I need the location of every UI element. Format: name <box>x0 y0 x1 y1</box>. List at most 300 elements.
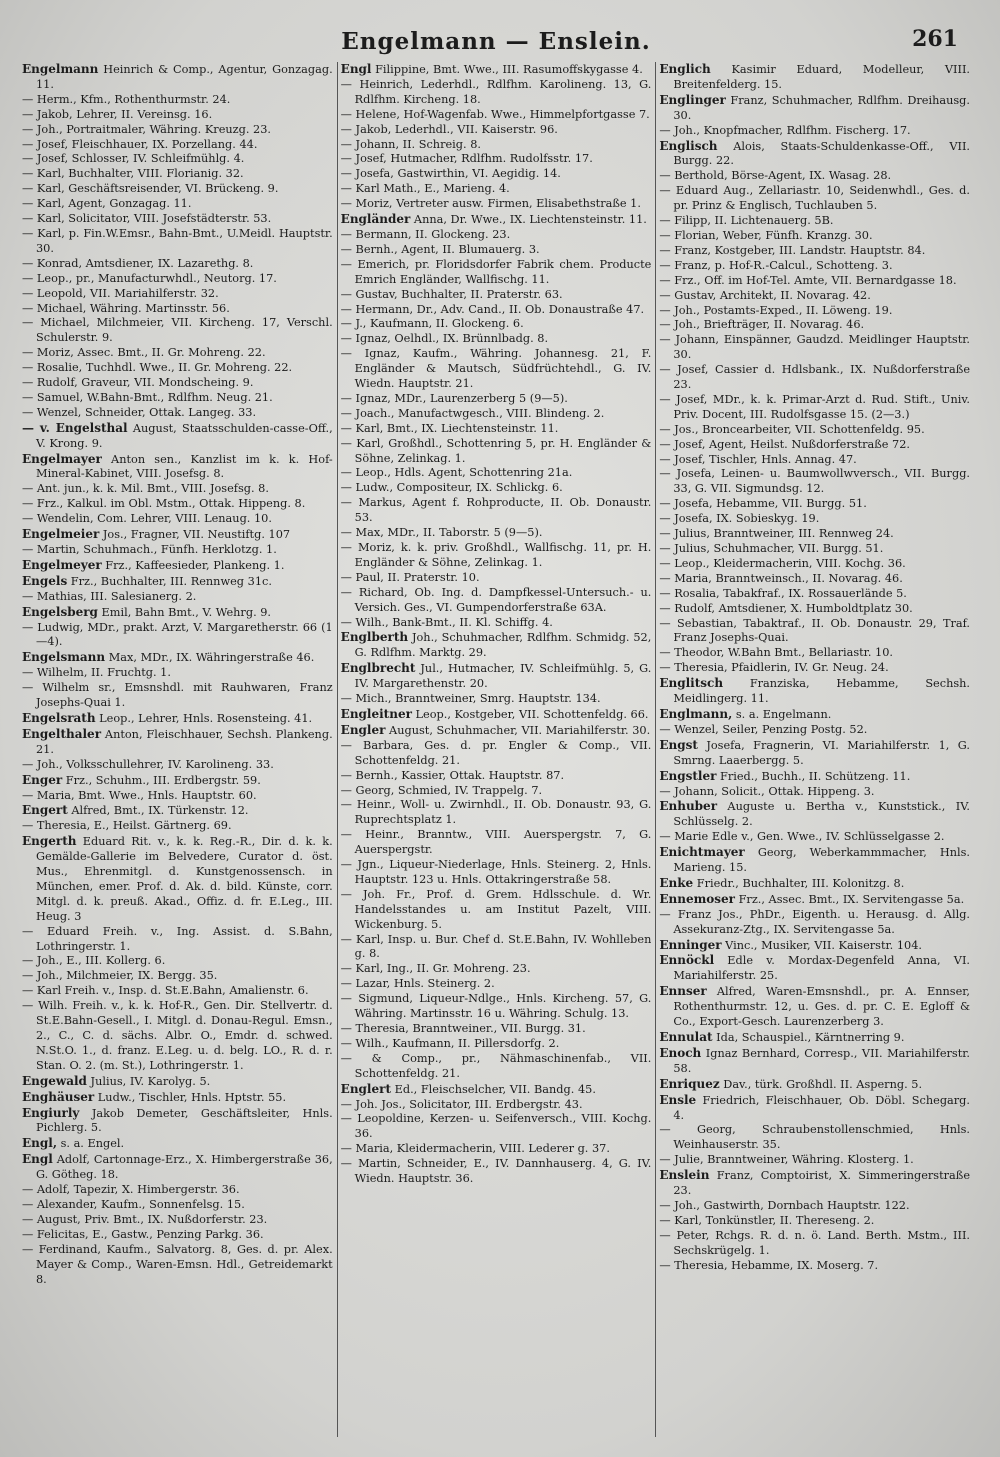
entry-surname: Engelsmann <box>22 650 106 665</box>
directory-entry <box>22 361 333 376</box>
directory-entry <box>659 676 970 707</box>
entry-details: — Bernh., Kassier, Ottak. Hauptstr. 87. <box>340 768 565 782</box>
entry-details: — Leop., pr., Manufacturwhdl., Neutorg. 17. <box>22 271 277 285</box>
entry-details: — Karl Freih. v., Insp. d. St.E.Bahn, Amalienstr. 6. <box>22 984 309 998</box>
entry-surname: Engstler <box>659 768 717 783</box>
entry-details: — Karl, Großhdl., Schottenring 5, pr. H. Engländer & Söhne, Zelinkag. 1. <box>340 436 652 465</box>
entry-details: — Heinr., Woll- u. Zwirnhdl., II. Ob. Donaustr. 93, G. Ruprechtsplatz 1. <box>340 798 652 827</box>
directory-entry <box>659 542 970 557</box>
entry-details: — Lazar, Hnls. Steinerg. 2. <box>340 977 495 991</box>
entry-surname: Ennöckl <box>659 953 715 968</box>
entry-surname: Engelsrath <box>22 710 96 725</box>
directory-entry <box>659 453 970 468</box>
entry-details: — Theresia, Branntweiner., VII. Burgg. 31. <box>340 1022 586 1035</box>
directory-entry <box>659 953 970 984</box>
directory-entry <box>659 1123 970 1153</box>
directory-entry <box>659 1229 970 1259</box>
directory-entry <box>341 692 652 707</box>
directory-entry <box>22 666 333 681</box>
entry-surname: Engelthaler <box>22 726 102 741</box>
entry-details: Leop., Kostgeber, VII. Schottenfeldg. 66. <box>411 707 649 721</box>
directory-entry <box>341 1098 652 1113</box>
entry-details: — Georg, Schmied, IV. Trappelg. 7. <box>340 783 543 797</box>
entry-details: — Frz., Off. im Hof-Tel. Amte, VII. Bernardgasse 18. <box>659 273 957 287</box>
entry-surname: Ensle <box>659 1092 697 1107</box>
directory-entry <box>659 707 970 723</box>
entry-details: — Josefa, Leinen- u. Baumwollwversch., VII. Burgg. 33, G. VII. Sigmundsg. 12. <box>659 467 971 496</box>
directory-entry <box>22 391 333 406</box>
entry-details: — Josefa, IX. Sobieskyg. 19. <box>659 512 820 526</box>
entry-details: — Joh., Knopfmacher, Rdlfhm. Fischerg. 17. <box>659 123 911 137</box>
directory-entry <box>22 727 333 758</box>
directory-entry <box>659 1077 970 1093</box>
directory-entry <box>22 1090 333 1106</box>
directory-entry <box>22 543 333 558</box>
directory-entry <box>341 212 652 228</box>
entry-details: — Josef, Agent, Heilst. Nußdorferstraße 72. <box>659 437 911 451</box>
directory-entry <box>659 229 970 244</box>
entry-surname: Engert <box>22 803 68 818</box>
entry-surname: — v. Engelsthal <box>22 420 128 435</box>
entry-details: — Johann, Einspänner, Gaudzd. Meidlinger Hauptstr. 30. <box>659 333 971 362</box>
directory-entry <box>659 723 970 738</box>
entry-surname: Enghäuser <box>22 1089 95 1104</box>
entry-details: — Ferdinand, Kaufm., Salvatorg. 8, Ges. d. pr. Alex. Mayer & Comp., Waren-Emsn. Hdl., Getreidemarkt 8. <box>22 1242 333 1286</box>
entry-details: — Paul, II. Praterstr. 10. <box>340 570 480 584</box>
entry-details: Max, MDr., IX. Währingerstraße 46. <box>105 651 315 665</box>
entry-details: Edle v. Mordax-Degenfeld Anna, VI. Mariahilferstr. 25. <box>673 954 971 983</box>
entry-details: — Wendelin, Com. Lehrer, VIII. Lenaug. 10. <box>22 512 272 526</box>
directory-entry <box>659 738 970 769</box>
entry-details: — Johann, Solicit., Ottak. Hippeng. 3. <box>659 784 875 798</box>
entry-surname: Englberth <box>340 630 409 645</box>
directory-entry <box>659 557 970 572</box>
directory-entry <box>22 497 333 512</box>
entry-details: — Gustav, Buchhalter, II. Praterstr. 63. <box>340 287 563 301</box>
entry-details: Anton, Fleischhauer, Sechsh. Plankeng. 21. <box>36 727 333 756</box>
entry-surname: Engels <box>22 573 68 588</box>
directory-entry <box>341 630 652 661</box>
entry-surname: Engler <box>340 722 386 737</box>
directory-entry <box>22 1183 333 1198</box>
entry-details: — Heinrich, Lederhdl., Rdlfhm. Karolineng. 13, G. Rdlfhm. Kircheng. 18. <box>340 77 652 106</box>
directory-entry <box>22 1198 333 1213</box>
entry-surname: Engleitner <box>340 706 412 721</box>
entry-surname: Engl <box>22 1152 53 1167</box>
directory-entry <box>659 845 970 876</box>
directory-entry <box>659 938 970 954</box>
directory-entry <box>22 197 333 212</box>
directory-entry <box>22 590 333 605</box>
directory-entry <box>659 93 970 124</box>
directory-entry <box>22 527 333 543</box>
directory-entry <box>22 212 333 227</box>
directory-entry <box>22 182 333 197</box>
directory-entry <box>659 139 970 170</box>
entry-details: — Michael, Währing. Martinsstr. 56. <box>22 301 230 315</box>
directory-entry <box>659 876 970 892</box>
directory-entry <box>341 723 652 739</box>
directory-entry <box>22 984 333 999</box>
entry-details: Josefa, Fragnerin, VI. Mariahilferstr. 1, G. Smrng. Laaerbergg. 5. <box>673 738 971 767</box>
entry-details: — Julie, Branntweiner, Währing. Klosterg. 1. <box>659 1153 914 1167</box>
directory-entry <box>22 789 333 804</box>
entry-details: — Leopold, VII. Mariahilferstr. 32. <box>22 286 219 300</box>
directory-entry <box>659 1046 970 1077</box>
entry-surname: Engewald <box>22 1073 87 1088</box>
directory-entry <box>341 182 652 197</box>
entry-surname: Enichtmayer <box>659 845 745 860</box>
directory-entry <box>659 1153 970 1168</box>
entry-details: Frz., Buchhalter, III. Rennweg 31c. <box>67 574 272 588</box>
directory-entry <box>22 969 333 984</box>
directory-entry <box>341 108 652 123</box>
directory-entry <box>341 858 652 888</box>
entry-details: — Maria, Branntweinsch., II. Novarag. 46. <box>659 571 903 585</box>
entry-surname: Enhuber <box>659 799 718 814</box>
directory-entry <box>22 954 333 969</box>
entry-details: — & Comp., pr., Nähmaschinenfab., VII. Schottenfeldg. 21. <box>340 1051 652 1080</box>
entry-details: — Josef, MDr., k. k. Primar-Arzt d. Rud. Stift., Univ. Priv. Docent, III. Rudolfsgasse 15. (2—3.) <box>659 392 971 421</box>
column-right <box>655 62 970 1437</box>
directory-entry <box>341 798 652 828</box>
directory-entry <box>341 1157 652 1187</box>
entry-details: — Johann, II. Schreig. 8. <box>340 137 481 151</box>
entry-details: — Ignaz, Kaufm., Währing. Johannesg. 21, F. Engländer & Mautsch, Südfrüchtehdl., G. IV. Wiedn. Hauptstr. 21. <box>340 347 652 391</box>
entry-surname: Englinger <box>659 92 726 107</box>
directory-entry <box>341 1052 652 1082</box>
entry-details: — Joh., Postamts-Exped., II. Löweng. 19. <box>659 303 893 317</box>
directory-entry <box>659 497 970 512</box>
directory-entry <box>659 1168 970 1199</box>
entry-details: — Joh., Volksschullehrer, IV. Karolineng. 33. <box>22 757 274 771</box>
entry-details: — Theodor, W.Bahn Bmt., Bellariastr. 10. <box>659 646 893 660</box>
page-number: 261 <box>912 26 958 52</box>
directory-entry <box>22 227 333 257</box>
directory-entry <box>659 467 970 497</box>
directory-entry <box>341 481 652 496</box>
directory-entry <box>341 62 652 78</box>
entry-details: — Bermann, II. Glockeng. 23. <box>340 227 511 241</box>
entry-details: — Karl, Agent, Gonzagag. 11. <box>22 197 192 211</box>
directory-entry <box>22 346 333 361</box>
directory-entry <box>22 152 333 167</box>
entry-surname: Englitsch <box>659 676 724 691</box>
column-left <box>22 62 333 1437</box>
entry-details: — Peter, Rchgs. R. d. n. ö. Land. Berth. Mstm., III. Sechskrügelg. 1. <box>659 1228 971 1257</box>
entry-details: — Eduard Aug., Zellariastr. 10, Seidenwhdl., Ges. d. pr. Prinz & Englisch, Tuchlauben 5. <box>659 184 971 213</box>
directory-entry <box>341 962 652 977</box>
entry-details: — Martin, Schuhmach., Fünfh. Herklotzg. 1. <box>22 543 277 556</box>
directory-entry <box>659 184 970 214</box>
entry-surname: Enoch <box>659 1045 702 1060</box>
entry-details: — Martin, Schneider, E., IV. Dannhauserg. 4, G. IV. Wiedn. Hauptstr. 36. <box>340 1157 652 1186</box>
entry-details: — Karl Math., E., Marieng. 4. <box>340 182 510 196</box>
entry-details: — Rosalie, Tuchhdl. Wwe., II. Gr. Mohreng. 22. <box>22 361 293 375</box>
entry-details: — Marie Edle v., Gen. Wwe., IV. Schlüsselgasse 2. <box>659 830 945 844</box>
directory-entry <box>659 646 970 661</box>
directory-entry <box>22 773 333 789</box>
entry-details: — Wilh., Bank-Bmt., II. Kl. Schiffg. 4. <box>340 615 553 629</box>
entry-details: Jul., Hutmacher, IV. Schleifmühlg. 5, G. IV. Margarethenstr. 20. <box>354 662 652 691</box>
entry-surname: Englich <box>659 62 711 76</box>
entry-details: — Theresia, Hebamme, IX. Moserg. 7. <box>659 1258 879 1272</box>
directory-entry <box>341 167 652 182</box>
entry-details: — Konrad, Amtsdiener, IX. Lazarethg. 8. <box>22 256 254 270</box>
entry-surname: Enger <box>22 772 63 787</box>
entry-details: Kasimir Eduard, Modelleur, VIII. Breitenfelderg. 15. <box>673 63 971 91</box>
entry-details: — Hermann, Dr., Adv. Cand., II. Ob. Donaustraße 47. <box>340 302 645 316</box>
directory-entry <box>22 62 333 93</box>
entry-details: — Karl, p. Fin.W.Emsr., Bahn-Bmt., U.Meidl. Hauptstr. 30. <box>22 226 333 255</box>
entry-details: — Georg, Schraubenstollenschmied, Hnls. Weinhauserstr. 35. <box>659 1123 971 1152</box>
directory-entry <box>341 496 652 526</box>
entry-details: — Moriz, Assec. Bmt., II. Gr. Mohreng. 22. <box>22 346 266 360</box>
entry-details: — Franz Jos., PhDr., Eigenth. u. Herausg. d. Allg. Assekuranz-Ztg., IX. Servitengasse 5a. <box>659 907 971 936</box>
entry-surname: Enslein <box>659 1168 710 1183</box>
entry-details: Frz., Schuhm., III. Erdbergstr. 59. <box>62 773 261 787</box>
entry-details: August, Schuhmacher, VII. Mariahilferstr. 30. <box>385 723 651 737</box>
entry-details: Leop., Lehrer, Hnls. Rosensteing. 41. <box>95 711 313 725</box>
entry-details: — Markus, Agent f. Rohproducte, II. Ob. Donaustr. 53. <box>340 496 652 525</box>
directory-entry <box>341 707 652 723</box>
directory-entry <box>659 984 970 1030</box>
entry-details: Alfred, Bmt., IX. Türkenstr. 12. <box>67 804 249 818</box>
directory-entry <box>22 803 333 819</box>
directory-entry <box>22 376 333 391</box>
entry-details: — Wenzel, Seiler, Penzing Postg. 52. <box>659 722 868 736</box>
entry-details: — Julius, Branntweiner, III. Rennweg 24. <box>659 527 894 541</box>
directory-entry <box>341 616 652 631</box>
directory-entry <box>659 214 970 229</box>
directory-entry <box>659 587 970 602</box>
entry-details: Ed., Fleischselcher, VII. Bandg. 45. <box>391 1082 596 1096</box>
directory-entry <box>22 302 333 317</box>
entry-details: — Rudolf, Amtsdiener, X. Humboldtplatz 30. <box>659 601 913 615</box>
entry-details: — Adolf, Tapezir, X. Himbergerstr. 36. <box>22 1183 240 1197</box>
directory-entry <box>341 303 652 318</box>
directory-entry <box>341 992 652 1022</box>
entry-details: Ludw., Tischler, Hnls. Hptstr. 55. <box>94 1090 287 1104</box>
directory-entry <box>341 571 652 586</box>
directory-entry <box>341 541 652 571</box>
directory-entry <box>341 392 652 407</box>
entry-details: — Wilh., Kaufmann, II. Pillersdorfg. 2. <box>340 1036 560 1050</box>
directory-entry <box>341 347 652 392</box>
entry-details: — Filipp, II. Lichtenauerg. 5B. <box>659 214 834 228</box>
entry-details: — Karl, Tonkünstler, II. Thereseng. 2. <box>659 1213 875 1227</box>
entry-details: — Ignaz, Oelhdl., IX. Brünnlbadg. 8. <box>340 332 549 346</box>
entry-details: — Mathias, III. Salesianerg. 2. <box>22 589 197 603</box>
directory-entry <box>341 739 652 769</box>
entry-details: Eduard Rit. v., k. k. Reg.-R., Dir. d. k. k. Gemälde-Gallerie im Belvedere, Curator d. öst. Mus., Ehrenmitgl. d. Kunstgenossensch. in München, emer. Prof. d. Ak. d. bild. Künste, corr. Mitgl. d. k. preuß. Akad., Offiz. d. fr. E.Leg., III. Heug. 3 <box>36 835 333 923</box>
entry-details: — Helene, Hof-Wagenfab. Wwe., Himmelpfortgasse 7. <box>340 107 650 121</box>
directory-entry <box>22 316 333 346</box>
entry-details: Ignaz Bernhard, Corresp., VII. Mariahilferstr. 58. <box>673 1046 971 1075</box>
directory-entry <box>22 287 333 302</box>
directory-entry <box>341 138 652 153</box>
entry-details: — Sigmund, Liqueur-Ndlge., Hnls. Kircheng. 57, G. Währing. Martinsstr. 16 u. Währing. Schulg. 13. <box>340 992 652 1021</box>
entry-details: Frz., Assec. Bmt., IX. Servitengasse 5a. <box>735 892 965 906</box>
entry-details: — Josefa, Gastwirthin, VI. Aegidig. 14. <box>340 167 561 181</box>
entry-surname: Engerth <box>22 834 77 849</box>
entry-details: Franz, Schuhmacher, Rdlfhm. Dreihausg. 30. <box>673 93 971 122</box>
entry-details: — Theresia, Pfaidlerin, IV. Gr. Neug. 24. <box>659 661 889 675</box>
directory-entry <box>659 363 970 393</box>
entry-details: — Joh., Gastwirth, Dornbach Hauptstr. 122. <box>659 1198 910 1212</box>
entry-surname: Engelmeier <box>22 527 100 542</box>
directory-entry <box>659 512 970 527</box>
entry-details: — Wilhelm, II. Fruchtg. 1. <box>22 666 171 680</box>
directory-entry <box>22 257 333 272</box>
entry-details: Julius, IV. Karolyg. 5. <box>86 1074 211 1088</box>
entry-surname: Enke <box>659 875 694 890</box>
directory-entry <box>659 333 970 363</box>
directory-entry <box>341 197 652 212</box>
entry-details: August, Staatsschulden-casse-Off., V. Krong. 9. <box>36 421 333 450</box>
directory-entry <box>341 288 652 303</box>
directory-entry <box>659 393 970 423</box>
entry-details: — Max, MDr., II. Taborstr. 5 (9—5). <box>340 526 543 540</box>
entry-details: — Franz, Kostgeber, III. Landstr. Hauptstr. 84. <box>659 243 926 257</box>
entry-surname: Engl <box>340 62 372 76</box>
entry-details: — Mich., Branntweiner, Smrg. Hauptstr. 134. <box>340 692 601 706</box>
entry-surname: Engelsberg <box>22 604 98 619</box>
directory-entry <box>22 93 333 108</box>
directory-entry <box>22 711 333 727</box>
directory-entry <box>22 1243 333 1288</box>
directory-entry <box>341 332 652 347</box>
directory-entry <box>22 758 333 773</box>
entry-details: Anton sen., Kanzlist im k. k. Hof-Mineral-Kabinet, VIII. Josefsg. 8. <box>36 452 333 481</box>
directory-entry <box>659 830 970 845</box>
entry-details: — Wilhelm sr., Emsnshdl. mit Rauhwaren, Franz Josephs-Quai 1. <box>22 681 333 710</box>
entry-details: — Eduard Freih. v., Ing. Assist. d. S.Bahn, Lothringerstr. 1. <box>22 924 333 953</box>
page-header <box>22 22 970 62</box>
directory-entry <box>22 138 333 153</box>
entry-surname: Englbrecht <box>340 661 416 676</box>
entry-details: — Joh. Fr., Prof. d. Grem. Hdlsschule. d. Wr. Handelsstandes u. am Institut Pazelt, VIII. Wickenburg. 5. <box>340 887 652 931</box>
directory-entry <box>22 452 333 483</box>
entry-details: — Karl, Ing., II. Gr. Mohreng. 23. <box>340 962 531 976</box>
directory-entry <box>659 1214 970 1229</box>
entry-details: Adolf, Cartonnage-Erz., X. Himbergerstraße 36, G. Götheg. 18. <box>36 1153 333 1182</box>
directory-entry <box>659 1093 970 1124</box>
entry-details: — Karl, Bmt., IX. Liechtensteinstr. 11. <box>340 421 559 435</box>
entry-details: — Josef, Cassier d. Hdlsbank., IX. Nußdorferstraße 23. <box>659 363 971 392</box>
directory-entry <box>659 244 970 259</box>
entry-details: Frz., Kaffeesieder, Plankeng. 1. <box>101 558 285 572</box>
directory-entry <box>341 152 652 167</box>
directory-entry <box>341 1142 652 1157</box>
entry-details: — Sebastian, Tabaktraf., II. Ob. Donaustr. 29, Traf. Franz Josephs-Quai. <box>659 616 971 645</box>
directory-entry <box>22 421 333 452</box>
directory-entry <box>22 1213 333 1228</box>
directory-entry <box>341 243 652 258</box>
entry-details: — Felicitas, E., Gastw., Penzing Parkg. 36. <box>22 1227 264 1241</box>
entry-details: Heinrich & Comp., Agentur, Gonzagag. 11. <box>36 63 333 91</box>
entry-details: Fried., Buchh., II. Schützeng. 11. <box>716 769 911 783</box>
entry-surname: Enriquez <box>659 1076 720 1091</box>
entry-details: — Joh., Portraitmaler, Währing. Kreuzg. 23. <box>22 122 271 136</box>
entry-details: s. a. Engelmann. <box>732 707 832 721</box>
entry-details: Friedr., Buchhalter, III. Kolonitzg. 8. <box>693 876 905 890</box>
entry-details: — Joh., Milchmeier, IX. Bergg. 35. <box>22 969 218 983</box>
entry-details: — Franz, p. Hof-R.-Calcul., Schotteng. 3. <box>659 258 893 272</box>
directory-entry <box>659 304 970 319</box>
directory-entry <box>659 908 970 938</box>
entry-details: — Florian, Weber, Fünfh. Kranzg. 30. <box>659 228 873 242</box>
directory-entry <box>659 617 970 647</box>
entry-details: — Herm., Kfm., Rothenthurmstr. 24. <box>22 92 231 106</box>
directory-entry <box>659 318 970 333</box>
directory-entry <box>659 124 970 139</box>
entry-details: — Samuel, W.Bahn-Bmt., Rdlfhm. Neug. 21. <box>22 390 273 404</box>
entry-details: — Ludw., Compositeur, IX. Schlickg. 6. <box>340 481 563 495</box>
entry-surname: Ennser <box>659 984 707 999</box>
entry-details: Filippine, Bmt. Wwe., III. Rasumoffskygasse 4. <box>371 63 643 76</box>
directory-entry <box>341 661 652 692</box>
directory-entry <box>659 62 970 93</box>
directory-entry <box>341 258 652 288</box>
entry-surname: Enninger <box>659 937 722 952</box>
entry-details: — Leop., Hdls. Agent, Schottenring 21a. <box>340 466 573 480</box>
directory-entry <box>659 289 970 304</box>
entry-details: — Karl, Geschäftsreisender, VI. Brückeng. 9. <box>22 182 279 196</box>
entry-details: Ida, Schauspiel., Kärntnerring 9. <box>712 1031 905 1044</box>
entry-details: — Maria, Bmt. Wwe., Hnls. Hauptstr. 60. <box>22 788 257 802</box>
directory-entry <box>341 526 652 541</box>
entry-details: — Jgn., Liqueur-Niederlage, Hnls. Steinerg. 2, Hnls. Hauptstr. 123 u. Hnls. Ottakringerstraße 58. <box>340 858 652 886</box>
entry-details: — Richard, Ob. Ing. d. Dampfkessel-Untersuch.- u. Versich. Ges., VI. Gumpendorferstraße 63A. <box>340 585 652 614</box>
entry-details: — Moriz, k. k. priv. Großhdl., Wallfischg. 11, pr. H. Engländer & Söhne, Zelinkag. 1. <box>340 541 652 569</box>
directory-entry <box>22 558 333 574</box>
directory-entry <box>22 1228 333 1243</box>
entry-details: — Wenzel, Schneider, Ottak. Langeg. 33. <box>22 405 257 419</box>
entry-details: Jos., Fragner, VII. Neustiftg. 107 <box>99 528 291 542</box>
entry-details: Anna, Dr. Wwe., IX. Liechtensteinstr. 11. <box>410 213 647 227</box>
directory-entry <box>659 423 970 438</box>
directory-entry <box>22 512 333 527</box>
directory-entry <box>341 784 652 799</box>
entry-details: — Rosalia, Tabakfraf., IX. Rossauerlände 5. <box>659 586 907 600</box>
entry-details: — Alexander, Kaufm., Sonnenfelsg. 15. <box>22 1197 245 1211</box>
entry-details: — Gustav, Architekt, II. Novarag. 42. <box>659 288 871 302</box>
directory-entry <box>659 527 970 542</box>
entry-details: s. a. Engel. <box>57 1137 125 1151</box>
entry-details: — Julius, Schuhmacher, VII. Burgg. 51. <box>659 542 884 555</box>
directory-entry <box>22 1136 333 1152</box>
entry-details: Friedrich, Fleischhauer, Ob. Döbl. Schegarg. 4. <box>673 1093 971 1122</box>
directory-entry <box>341 422 652 437</box>
directory-entry <box>659 1259 970 1274</box>
directory-entry <box>22 108 333 123</box>
directory-entry <box>22 406 333 421</box>
entry-surname: Engelmayer <box>22 451 102 466</box>
entry-surname: Engländer <box>340 212 411 227</box>
directory-entry <box>22 167 333 182</box>
directory-entry <box>341 437 652 467</box>
directory-entry <box>659 602 970 617</box>
entry-details: Georg, Weberkammmacher, Hnls. Marieng. 15. <box>673 846 971 875</box>
directory-entry <box>659 769 970 785</box>
entry-details: — Moriz, Vertreter ausw. Firmen, Elisabethstraße 1. <box>340 197 641 211</box>
entry-details: Vinc., Musiker, VII. Kaiserstr. 104. <box>721 938 923 952</box>
entry-details: — Leopoldine, Kerzen- u. Seifenversch., VIII. Kochg. 36. <box>340 1112 652 1141</box>
entry-details: — Jakob, Lederhdl., VII. Kaiserstr. 96. <box>340 122 558 136</box>
entry-surname: Engst <box>659 737 698 752</box>
directory-entry <box>22 574 333 590</box>
